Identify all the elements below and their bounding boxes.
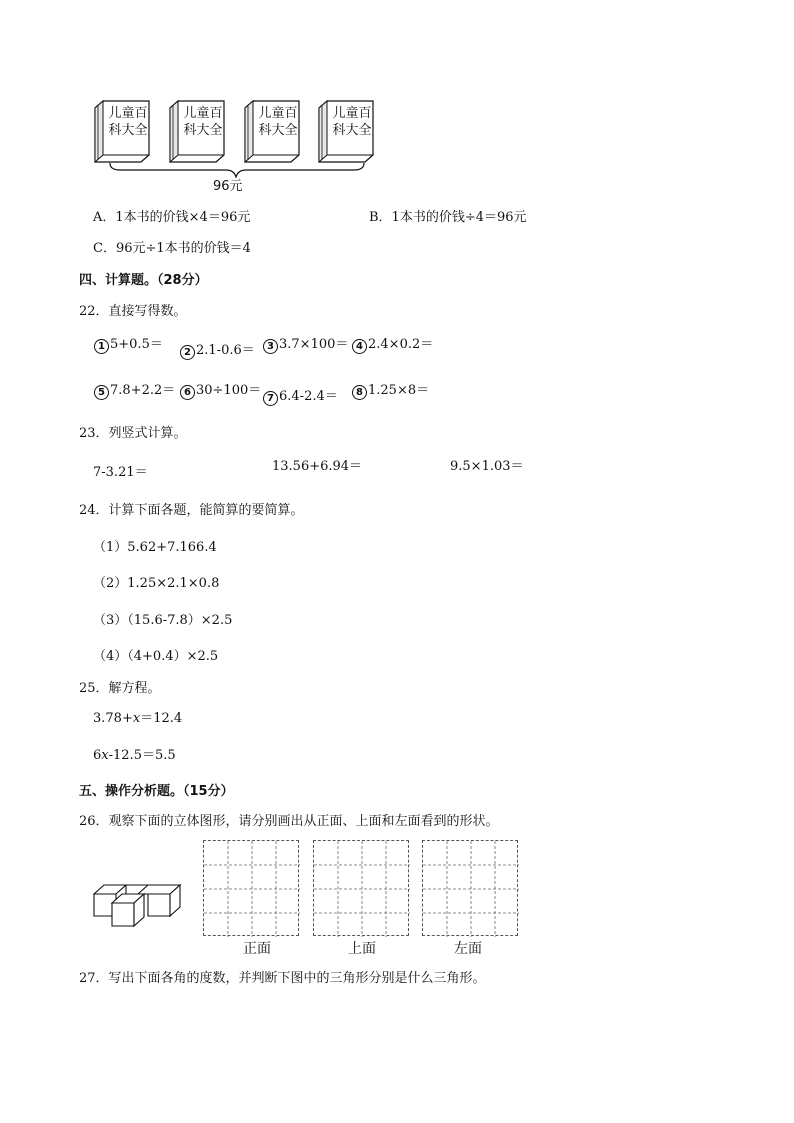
q22-item-5 (94, 379, 175, 400)
equation-part: 3.78+ (93, 711, 133, 726)
q22-item-1 (94, 333, 163, 354)
book-title-line1: 儿童百 (183, 106, 223, 121)
expression: 7.8+2.2＝ (110, 383, 176, 398)
circled-number: 2 (180, 345, 195, 360)
cube-figure (92, 880, 184, 928)
q22-item-7 (263, 385, 338, 406)
expression: 3.7×100＝ (279, 337, 349, 352)
question-23-label: 23．列竖式计算。 (79, 426, 187, 441)
top-view-grid[interactable] (313, 840, 409, 936)
book-title-line1: 儿童百 (332, 106, 372, 121)
circled-number: 6 (180, 385, 195, 400)
equation-part: 6 (93, 748, 102, 763)
book-title-line2: 科大全 (183, 123, 223, 138)
option-b: B．1本书的价钱÷4＝96元 (369, 210, 527, 225)
option-a: A．1本书的价钱×4＝96元 (93, 210, 251, 225)
left-view-grid[interactable] (422, 840, 518, 936)
equation-part: ＝12.4 (140, 711, 183, 726)
equation-part: -12.5＝5.5 (108, 748, 176, 763)
expression: 6.4-2.4＝ (279, 389, 338, 404)
q22-item-3 (263, 333, 348, 354)
total-price-label: 96元 (213, 179, 243, 194)
question-24-label: 24．计算下面各题，能简算的要简算。 (79, 503, 304, 518)
expression: 2.4×0.2＝ (368, 337, 434, 352)
question-27-label: 27．写出下面各角的度数，并判断下图中的三角形分别是什么三角形。 (79, 971, 486, 986)
expression: 2.1-0.6＝ (196, 343, 255, 358)
book (244, 100, 300, 164)
q24-item-1: （1）5.62+7.166.4 (93, 540, 217, 555)
circled-number: 5 (94, 385, 109, 400)
book (318, 100, 374, 164)
circled-number: 3 (263, 339, 278, 354)
q22-item-2 (180, 339, 255, 360)
question-26-label: 26．观察下面的立体图形，请分别画出从正面、上面和左面看到的形状。 (79, 814, 499, 829)
view-label-top: 上面 (348, 941, 376, 957)
circled-number: 8 (352, 385, 367, 400)
book-title-line2: 科大全 (108, 123, 148, 138)
section-title: 五、操作分析题。（15分） (79, 784, 234, 799)
front-view-grid[interactable] (203, 840, 299, 936)
question-22-label: 22．直接写得数。 (79, 304, 187, 319)
book-title-line1: 儿童百 (258, 106, 298, 121)
q23-item-3: 9.5×1.03＝ (450, 459, 524, 474)
book-title-line2: 科大全 (258, 123, 298, 138)
expression: 1.25×8＝ (368, 383, 430, 398)
variable: x (132, 711, 141, 726)
q22-item-6 (180, 379, 261, 400)
q22-item-4 (352, 333, 433, 354)
section-title: 四、计算题。（28分） (79, 273, 208, 288)
circled-number: 1 (94, 339, 109, 354)
book (94, 100, 150, 164)
q23-item-1: 7-3.21＝ (93, 465, 148, 480)
equation-2 (93, 744, 176, 763)
q22-item-8 (352, 379, 429, 400)
book-title-line1: 儿童百 (108, 106, 148, 121)
q24-item-2: （2）1.25×2.1×0.8 (93, 576, 220, 591)
expression: 5+0.5＝ (110, 337, 163, 352)
book (169, 100, 225, 164)
option-c: C．96元÷1本书的价钱＝4 (93, 241, 251, 256)
q23-item-2: 13.56+6.94＝ (272, 459, 363, 474)
view-label-left: 左面 (454, 941, 482, 957)
variable: x (101, 748, 109, 763)
q24-item-4: （4）（4+0.4）×2.5 (93, 649, 219, 664)
q24-item-3: （3）（15.6-7.8）×2.5 (93, 613, 233, 628)
equation-1 (93, 707, 182, 726)
book-title-line2: 科大全 (332, 123, 372, 138)
view-label-front: 正面 (243, 941, 271, 957)
expression: 30÷100＝ (196, 383, 262, 398)
circled-number: 4 (352, 339, 367, 354)
circled-number: 7 (263, 391, 278, 406)
question-25-label: 25．解方程。 (79, 681, 161, 696)
